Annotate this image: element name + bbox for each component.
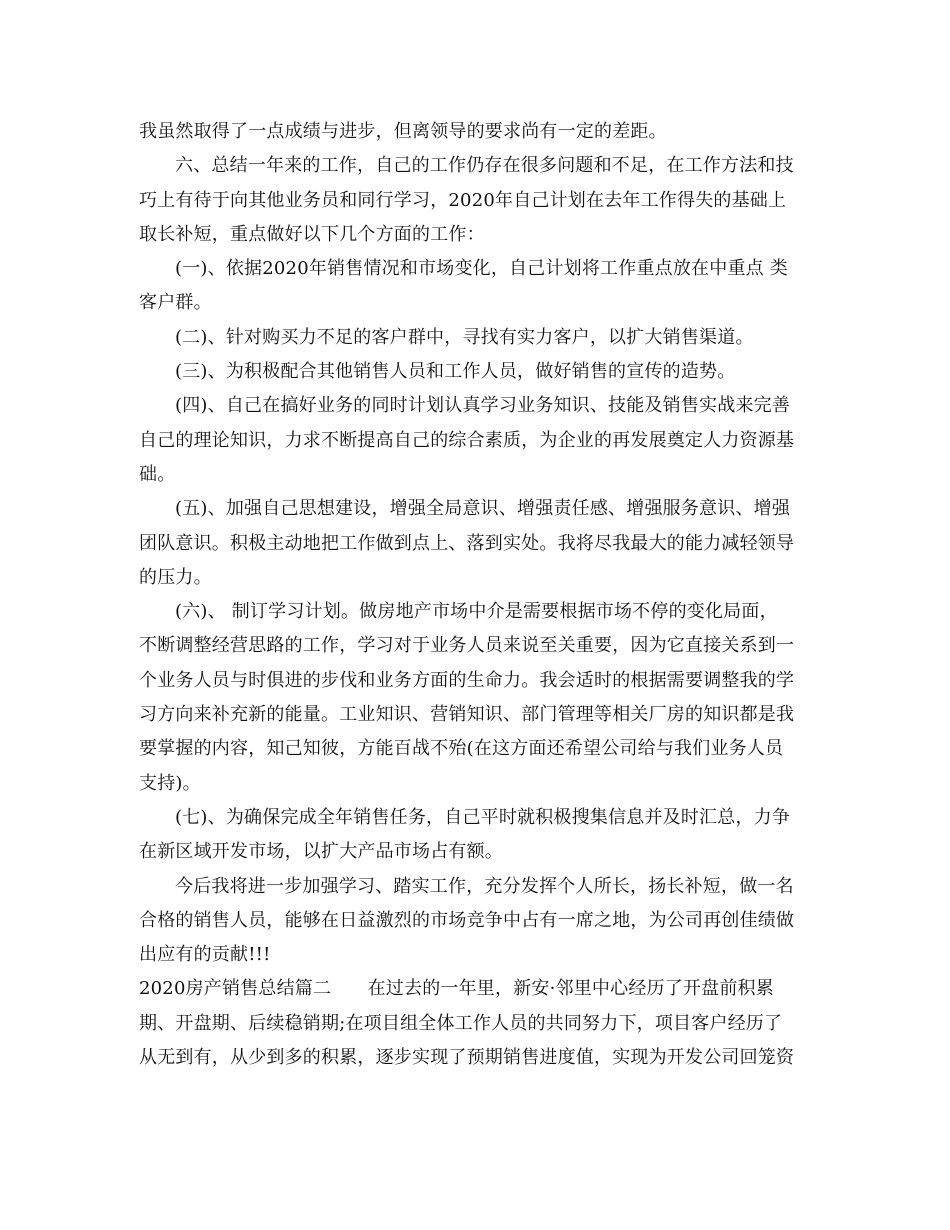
text-line: 出应有的贡献!!! [139, 944, 271, 966]
text-line: (一)、依据2020年销售情况和市场变化，自己计划将工作重点放在中重点 类 [175, 258, 788, 280]
text-line: 取长补短，重点做好以下几个方面的工作： [139, 223, 485, 245]
text-line: 支持)。 [139, 772, 201, 794]
text-line: 从无到有，从少到多的积累，逐步实现了预期销售进度值，实现为开发公司回笼资 [139, 1047, 795, 1069]
text-line: 今后我将进一步加强学习、踏实工作，充分发挥个人所长，扬长补短，做一名 [175, 875, 794, 897]
text-line: 我虽然取得了一点成绩与进步，但离领导的要求尚有一定的差距。 [139, 121, 667, 142]
text-line: 期、开盘期、后续稳销期;在项目组全体工作人员的共同努力下，项目客户经历了 [139, 1012, 783, 1034]
text-line: 的压力。 [139, 566, 212, 588]
text-line: 客户群。 [139, 292, 212, 314]
text-line: 要掌握的内容，知己知彼，方能百战不殆(在这方面还希望公司给与我们业务人员 [139, 738, 784, 760]
text-line: (三)、为积极配合其他销售人员和工作人员，做好销售的宣传的造势。 [175, 361, 736, 383]
text-line: 在新区域开发市场，以扩大产品市场占有额。 [139, 841, 503, 863]
document-body [139, 115, 814, 1075]
text-line: 自己的理论知识，力求不断提高自己的综合素质，为企业的再发展奠定人力资源基 [139, 429, 795, 451]
text-line: (六)、 制订学习计划。做房地产市场中介是需要根据市场不停的变化局面， [175, 601, 778, 623]
text-line: 习方向来补充新的能量。工业知识、营销知识、部门管理等相关厂房的知识都是我 [139, 704, 795, 726]
text-line: 2020房产销售总结篇二 在过去的一年里，新安·邻里中心经历了开盘前积累 [139, 978, 774, 1000]
text-line: 础。 [139, 463, 176, 485]
text-line: (七)、为确保完成全年销售任务，自己平时就积极搜集信息并及时汇总，力争 [175, 806, 791, 828]
text-line: (四)、自己在搞好业务的同时计划认真学习业务知识、技能及销售实战来完善 [175, 395, 791, 417]
text-line: (五)、加强自己思想建设，增强全局意识、增强责任感、增强服务意识、增强 [175, 498, 791, 520]
text-line: 巧上有待于向其他业务员和同行学习，2020年自己计划在去年工作得失的基础上 [139, 189, 787, 211]
text-line: 团队意识。积极主动地把工作做到点上、落到实处。我将尽我最大的能力减轻领导 [139, 532, 795, 554]
text-line: 不断调整经营思路的工作，学习对于业务人员来说至关重要，因为它直接关系到一 [139, 635, 795, 657]
text-line: 合格的销售人员，能够在日益激烈的市场竞争中占有一席之地，为公司再创佳绩做 [139, 909, 795, 931]
text-line: 六、总结一年来的工作，自己的工作仍存在很多问题和不足，在工作方法和技 [175, 155, 794, 177]
text-line: (二)、针对购买力不足的客户群中，寻找有实力客户，以扩大销售渠道。 [175, 326, 754, 348]
text-line: 个业务人员与时俱进的步伐和业务方面的生命力。我会适时的根据需要调整我的学 [139, 669, 795, 691]
